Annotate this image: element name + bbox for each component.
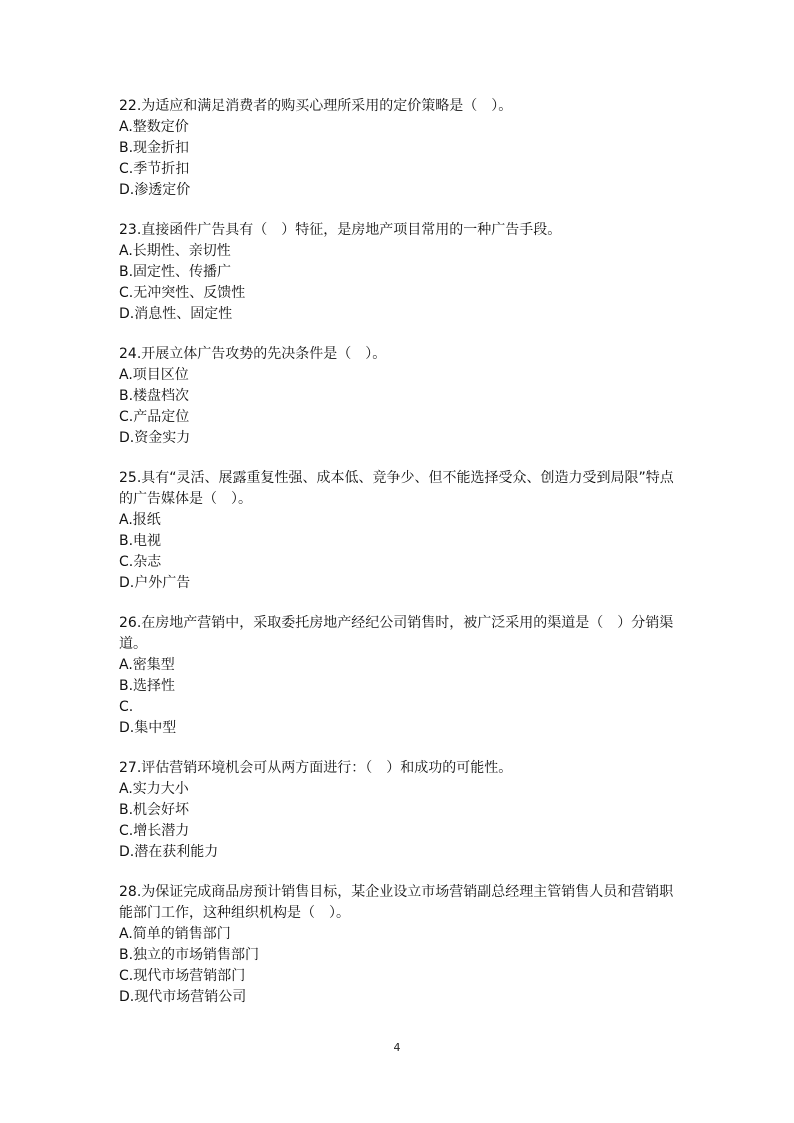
question-26 [119,613,679,739]
option-d: D.现代市场营销公司 [119,989,247,1005]
question-24 [119,344,679,449]
option-b: B.现金折扣 [119,140,190,156]
option-b: B.固定性、传播广 [119,264,232,280]
option-list [119,924,679,1008]
option-c: C.季节折扣 [119,161,190,177]
option-list [119,241,679,325]
option-list [119,779,679,863]
option-list [119,510,679,594]
question-22 [119,96,679,201]
option-d: D.集中型 [119,720,177,736]
option-list [119,117,679,201]
question-stem: 23.直接函件广告具有（ ）特征，是房地产项目常用的一种广告手段。 [119,222,562,238]
page-number: 4 [393,1041,401,1054]
question-stem: 25.具有“灵活、展露重复性强、成本低、竞争少、但不能选择受众、创造力受到局限”特点的广告媒体是（ ）。 [119,470,674,507]
question-28 [119,882,679,1008]
option-b: B.选择性 [119,678,176,694]
option-b: B.机会好坏 [119,802,190,818]
option-d: D.户外广告 [119,575,191,591]
question-27 [119,758,679,863]
option-a: A.密集型 [119,657,175,673]
question-stem: 26.在房地产营销中，采取委托房地产经纪公司销售时，被广泛采用的渠道是（ ）分销渠道。 [119,615,674,652]
option-a: A.项目区位 [119,367,189,383]
option-b: B.电视 [119,533,162,549]
option-d: D.渗透定价 [119,182,191,198]
question-stem: 27.评估营销环境机会可从两方面进行：（ ）和成功的可能性。 [119,760,513,776]
option-c: C.增长潜力 [119,823,190,839]
option-b: B.独立的市场销售部门 [119,947,260,963]
option-d: D.消息性、固定性 [119,306,233,322]
option-d: D.资金实力 [119,430,191,446]
option-d: D.潜在获利能力 [119,844,219,860]
option-c: C.无冲突性、反馈性 [119,285,246,301]
option-c: C. [119,699,134,715]
option-c: C.杂志 [119,554,162,570]
question-stem: 24.开展立体广告攻势的先决条件是（ ）。 [119,346,387,362]
option-a: A.报纸 [119,512,161,528]
option-a: A.简单的销售部门 [119,926,231,942]
question-stem: 22.为适应和满足消费者的购买心理所采用的定价策略是（ ）。 [119,98,513,114]
option-a: A.实力大小 [119,781,189,797]
option-a: A.长期性、亲切性 [119,243,231,259]
option-c: C.现代市场营销部门 [119,968,246,984]
option-c: C.产品定位 [119,409,190,425]
question-25 [119,468,679,594]
question-stem: 28.为保证完成商品房预计销售目标，某企业设立市场营销副总经理主管销售人员和营销职能部门工作，这种组织机构是（ ）。 [119,884,674,921]
question-23 [119,220,679,325]
option-b: B.楼盘档次 [119,388,190,404]
question-list [119,96,679,1027]
option-list [119,655,679,739]
option-a: A.整数定价 [119,119,189,135]
option-list [119,365,679,449]
